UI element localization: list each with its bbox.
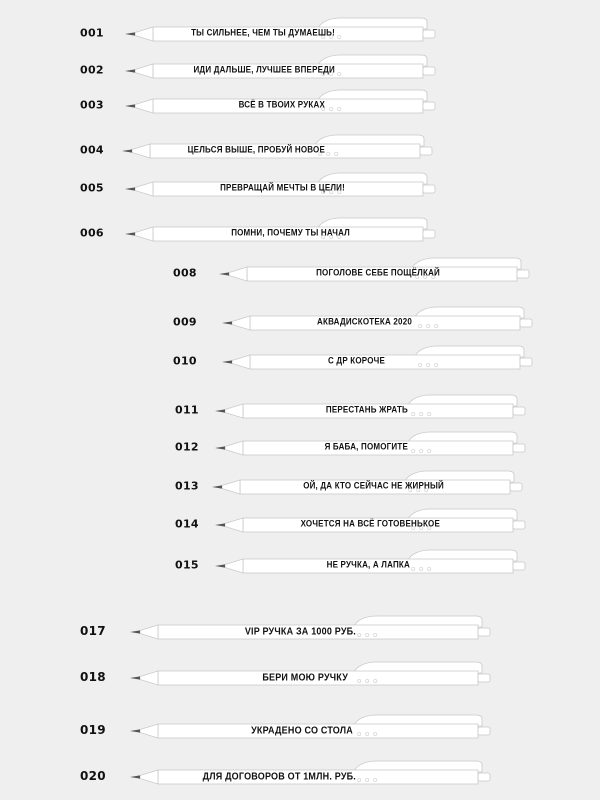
pen-motto: ЦЕЛЬСЯ ВЫШЕ, ПРОБУЙ НОВОЕ bbox=[187, 144, 325, 155]
pen-motto: ПОМНИ, ПОЧЕМУ ТЫ НАЧАЛ bbox=[231, 227, 350, 238]
pen-tip bbox=[222, 360, 232, 363]
pen-clicker bbox=[510, 483, 522, 491]
pen-tip bbox=[130, 676, 140, 679]
pen-row bbox=[80, 662, 600, 692]
pen-cone bbox=[135, 227, 153, 241]
pen-tip bbox=[215, 409, 225, 412]
pen bbox=[222, 307, 538, 337]
pen-tip bbox=[215, 446, 225, 449]
pen-tip bbox=[125, 187, 135, 190]
pen-row bbox=[80, 715, 600, 745]
pen-cone bbox=[140, 770, 158, 784]
pen-row bbox=[80, 135, 600, 165]
pen bbox=[215, 395, 531, 425]
pen-clicker bbox=[520, 358, 532, 366]
pen-clicker bbox=[520, 319, 532, 327]
pen-clicker bbox=[478, 674, 490, 682]
pen bbox=[130, 662, 496, 692]
pen-tip bbox=[212, 485, 222, 488]
pen-code: 011 bbox=[175, 403, 199, 417]
pen-cone bbox=[229, 267, 247, 281]
pen-tip bbox=[130, 729, 140, 732]
pen-cone bbox=[140, 671, 158, 685]
pen-motto: ОЙ, ДА КТО СЕЙЧАС НЕ ЖИРНЫЙ bbox=[303, 480, 444, 491]
pen-motto: VIP РУЧКА ЗА 1000 РУБ. bbox=[244, 625, 356, 637]
pen-clicker bbox=[513, 562, 525, 570]
pen-row bbox=[175, 432, 600, 462]
pen-motto: ДЛЯ ДОГОВОРОВ ОТ 1МЛН. РУБ. bbox=[202, 770, 356, 782]
pen-code: 008 bbox=[173, 266, 197, 280]
pen-tip bbox=[125, 69, 135, 72]
pen-clicker bbox=[517, 270, 529, 278]
pen-cone bbox=[225, 518, 243, 532]
pen-row bbox=[175, 550, 600, 580]
pen-cone bbox=[232, 355, 250, 369]
pen-tip bbox=[222, 321, 232, 324]
pen-clicker bbox=[478, 773, 490, 781]
pen-row bbox=[173, 258, 600, 288]
pen-code: 003 bbox=[80, 98, 104, 112]
pen bbox=[219, 258, 535, 288]
pen-motto: БЕРИ МОЮ РУЧКУ bbox=[262, 671, 348, 683]
pen-row bbox=[175, 395, 600, 425]
pen-row bbox=[80, 761, 600, 791]
pen-row bbox=[80, 616, 600, 646]
pen-clicker bbox=[478, 628, 490, 636]
pen bbox=[215, 550, 531, 580]
pen-motto: ИДИ ДАЛЬШЕ, ЛУЧШЕЕ ВПЕРЕДИ bbox=[193, 64, 335, 75]
pen-code: 015 bbox=[175, 558, 199, 572]
pen-cone bbox=[135, 64, 153, 78]
pen bbox=[125, 173, 441, 203]
pen-motto: АКВАДИСКОТЕКА 2020 bbox=[317, 316, 412, 327]
pen-clicker bbox=[423, 185, 435, 193]
pen-clicker bbox=[423, 102, 435, 110]
pen-clicker bbox=[478, 727, 490, 735]
pen-motto: ВСЁ В ТВОИХ РУКАХ bbox=[238, 99, 325, 110]
pen-code: 012 bbox=[175, 440, 199, 454]
pen-motto: УКРАДЕНО СО СТОЛА bbox=[251, 724, 353, 736]
pen-tip bbox=[215, 523, 225, 526]
pen-tip bbox=[125, 232, 135, 235]
pen-clicker bbox=[513, 407, 525, 415]
pen-tip bbox=[125, 32, 135, 35]
pen-cone bbox=[225, 441, 243, 455]
pen-row bbox=[173, 307, 600, 337]
pen-cone bbox=[140, 724, 158, 738]
pen-tip bbox=[122, 149, 132, 152]
pen-code: 010 bbox=[173, 354, 197, 368]
pen-row bbox=[175, 471, 600, 501]
pen-cone bbox=[225, 559, 243, 573]
pen-motto: НЕ РУЧКА, А ЛАПКА bbox=[326, 559, 410, 570]
pen bbox=[125, 218, 441, 248]
pen-row bbox=[80, 173, 600, 203]
pen-row bbox=[80, 90, 600, 120]
pen-row bbox=[80, 218, 600, 248]
pen bbox=[125, 18, 441, 48]
pen-code: 005 bbox=[80, 181, 104, 195]
pen-cone bbox=[135, 27, 153, 41]
pen-motto: ТЫ СИЛЬНЕЕ, ЧЕМ ТЫ ДУМАЕШЬ! bbox=[191, 27, 335, 38]
pen-row bbox=[175, 509, 600, 539]
pen-clicker bbox=[423, 230, 435, 238]
pen-code: 004 bbox=[80, 143, 104, 157]
pen-tip bbox=[125, 104, 135, 107]
pen-motto: ПЕРЕСТАНЬ ЖРАТЬ bbox=[325, 404, 408, 415]
pen-cone bbox=[135, 182, 153, 196]
pen-cone bbox=[132, 144, 150, 158]
pen-cone bbox=[225, 404, 243, 418]
pen-row bbox=[80, 18, 600, 48]
pen-code: 017 bbox=[80, 624, 106, 638]
pen-cone bbox=[140, 625, 158, 639]
pen-cone bbox=[232, 316, 250, 330]
pen-code: 002 bbox=[80, 63, 104, 77]
pen-tip bbox=[130, 775, 140, 778]
pen bbox=[222, 346, 538, 376]
pen-clicker bbox=[513, 444, 525, 452]
pen-motto: ПРЕВРАЩАЙ МЕЧТЫ В ЦЕЛИ! bbox=[220, 182, 345, 193]
pen-clicker bbox=[423, 30, 435, 38]
pen bbox=[130, 761, 496, 791]
pen-clicker bbox=[513, 521, 525, 529]
pen bbox=[122, 135, 438, 165]
pen-code: 020 bbox=[80, 769, 106, 783]
pen-motto: ХОЧЕТСЯ НА ВСЁ ГОТОВЕНЬКОЕ bbox=[300, 518, 440, 529]
pen-tip bbox=[130, 630, 140, 633]
pen-motto: Я БАБА, ПОМОГИТЕ bbox=[324, 441, 408, 452]
pen-motto: С ДР КОРОЧЕ bbox=[328, 355, 385, 366]
pen-code: 009 bbox=[173, 315, 197, 329]
pen-tip bbox=[215, 564, 225, 567]
pen-code: 001 bbox=[80, 26, 104, 40]
pen-code: 013 bbox=[175, 479, 199, 493]
pen-code: 019 bbox=[80, 723, 106, 737]
pen-clicker bbox=[420, 147, 432, 155]
pen-row bbox=[173, 346, 600, 376]
pen bbox=[215, 432, 531, 462]
pen bbox=[215, 509, 531, 539]
pen-code: 018 bbox=[80, 670, 106, 684]
pen-cone bbox=[135, 99, 153, 113]
pen bbox=[212, 471, 528, 501]
pen bbox=[125, 55, 441, 85]
pen-code: 014 bbox=[175, 517, 199, 531]
pen bbox=[130, 715, 496, 745]
pen-motto: ПОГОЛОВЕ СЕБЕ ПОЩЁЛКАЙ bbox=[316, 267, 440, 278]
pen bbox=[130, 616, 496, 646]
pen-row bbox=[80, 55, 600, 85]
pen bbox=[125, 90, 441, 120]
pen-code: 006 bbox=[80, 226, 104, 240]
pen-clicker bbox=[423, 67, 435, 75]
pen-cone bbox=[222, 480, 240, 494]
pen-tip bbox=[219, 272, 229, 275]
